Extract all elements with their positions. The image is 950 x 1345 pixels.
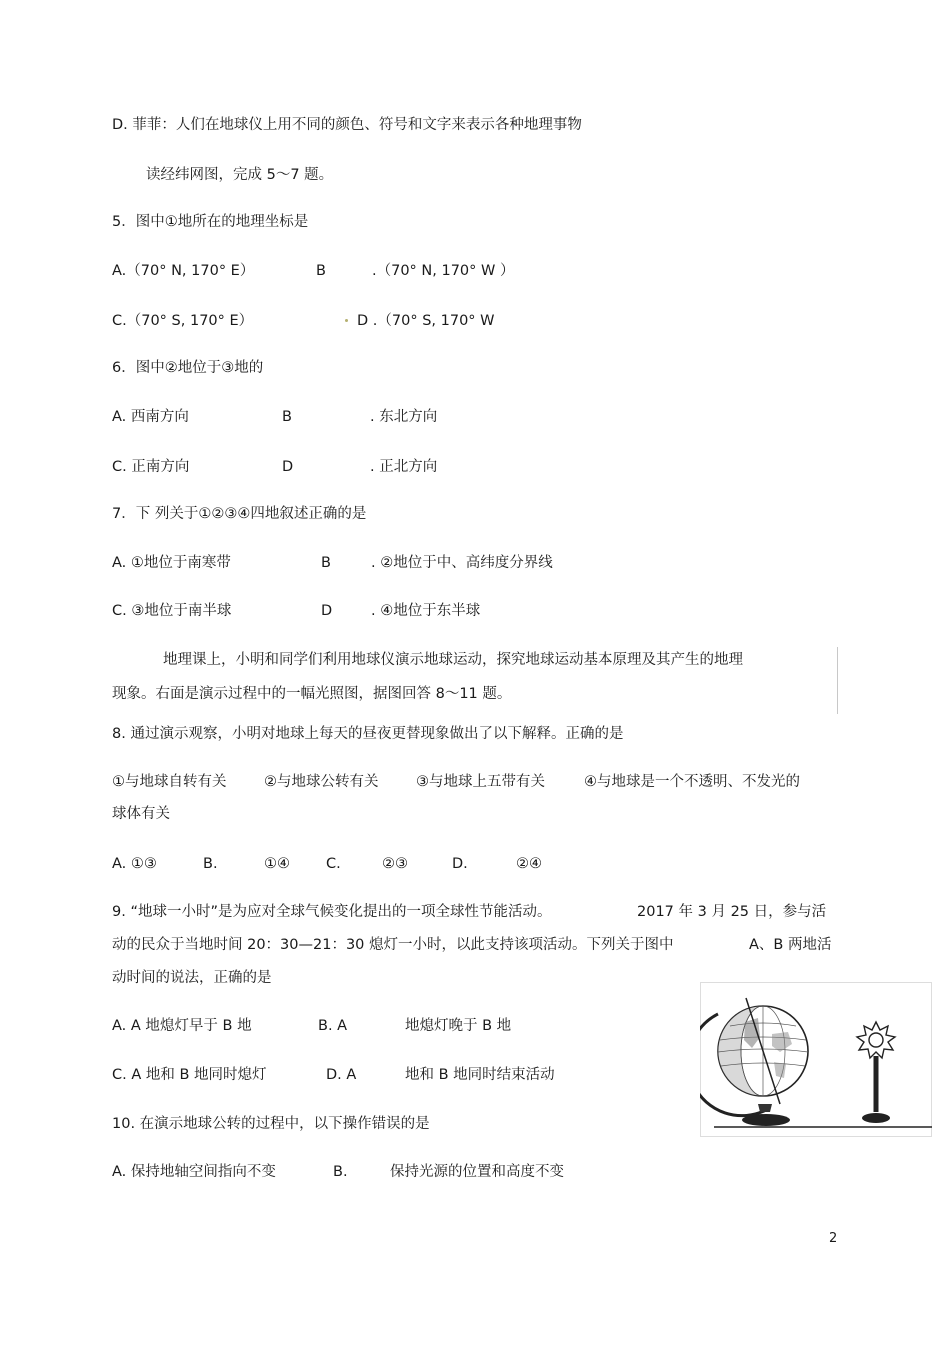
q7-option-b: . ②地位于中、高纬度分界线 <box>371 555 553 571</box>
q10-option-b: B. <box>333 1164 348 1180</box>
q7-option-a: A. ①地位于南寒带 <box>112 555 231 571</box>
q8-option-c: C. <box>326 856 341 872</box>
option-d-feifei: D. 菲菲：人们在地球仪上用不同的颜色、符号和文字来表示各种地理事物 <box>112 117 582 133</box>
q8-option-c-value: ②③ <box>382 856 408 872</box>
q5-option-d: D .（70° S, 170° W <box>357 313 495 329</box>
question-10: 10. 在演示地球公转的过程中，以下操作错误的是 <box>112 1116 430 1132</box>
q9-option-d-rest: 地和 B 地同时结束活动 <box>405 1067 555 1083</box>
q5-option-b: .（70° N, 170° W ） <box>372 263 515 279</box>
q8-statement-2: ②与地球公转有关 <box>264 774 379 790</box>
q8-option-d-value: ②④ <box>516 856 542 872</box>
q8-statement-4: ④与地球是一个不透明、不发光的 <box>584 774 800 790</box>
globe-illustration <box>700 998 808 1126</box>
q5-option-a: A.（70° N, 170° E） <box>112 263 255 279</box>
q8-option-b-value: ①④ <box>264 856 290 872</box>
q6-option-d: . 正北方向 <box>370 459 438 475</box>
margin-rule <box>837 647 838 714</box>
intro-q8-11-line2: 现象。右面是演示过程中的一幅光照图，据图回答 8～11 题。 <box>112 686 512 702</box>
q8-statement-1: ①与地球自转有关 <box>112 774 227 790</box>
q6-option-a: A. 西南方向 <box>112 409 189 425</box>
q6-option-b: . 东北方向 <box>370 409 438 425</box>
q9-option-a: A. A 地熄灯早于 B 地 <box>112 1018 252 1034</box>
q9-option-b-rest: 地熄灯晚于 B 地 <box>405 1018 512 1034</box>
question-9-line2: 动的民众于当地时间 20：30—21：30 熄灯一小时，以此支持该项活动。下列关于图中 <box>112 937 674 953</box>
q7-option-b-letter: B <box>321 555 331 571</box>
q8-option-d: D. <box>452 856 468 872</box>
q6-option-d-letter: D <box>282 459 294 475</box>
q7-option-c: C. ③地位于南半球 <box>112 603 232 619</box>
question-9-date: 2017 年 3 月 25 日，参与活 <box>637 904 827 920</box>
q10-option-a: A. 保持地轴空间指向不变 <box>112 1164 276 1180</box>
question-9-line2-end: A、B 两地活 <box>749 937 832 953</box>
question-6: 6．图中②地位于③地的 <box>112 360 264 376</box>
q8-option-b: B. <box>203 856 218 872</box>
q9-option-d: D. A <box>326 1067 357 1083</box>
intro-q5-7: 读经纬网图，完成 5～7 题。 <box>146 167 334 183</box>
question-9-line3: 动时间的说法，正确的是 <box>112 970 272 986</box>
q5-option-b-letter: B <box>316 263 326 279</box>
q9-option-c: C. A 地和 B 地同时熄灯 <box>112 1067 267 1083</box>
q10-option-b-value: 保持光源的位置和高度不变 <box>390 1164 564 1180</box>
question-5: 5．图中①地所在的地理坐标是 <box>112 214 309 230</box>
scan-dot <box>345 319 348 322</box>
q9-option-b: B. A <box>318 1018 348 1034</box>
q8-statement-3: ③与地球上五带有关 <box>416 774 545 790</box>
intro-q8-11-line1: 地理课上，小明和同学们利用地球仪演示地球运动，探究地球运动基本原理及其产生的地理 <box>163 652 743 668</box>
q8-statement-4-cont: 球体有关 <box>112 806 170 822</box>
q8-option-a: A. ①③ <box>112 856 157 872</box>
question-7: 7．下 列关于①②③④四地叙述正确的是 <box>112 506 367 522</box>
q5-option-c: C.（70° S, 170° E） <box>112 313 254 329</box>
page-number: 2 <box>829 1231 838 1246</box>
q7-option-d-letter: D <box>321 603 333 619</box>
question-8: 8. 通过演示观察，小明对地球上每天的昼夜更替现象做出了以下解释。正确的是 <box>112 726 624 742</box>
lamp-illustration <box>857 1022 895 1123</box>
q7-option-d: . ④地位于东半球 <box>371 603 481 619</box>
q6-option-b-letter: B <box>282 409 292 425</box>
q6-option-c: C. 正南方向 <box>112 459 190 475</box>
globe-lamp-figure <box>700 982 932 1137</box>
question-9-line1: 9. “地球一小时”是为应对全球气候变化提出的一项全球性节能活动。 <box>112 904 552 920</box>
